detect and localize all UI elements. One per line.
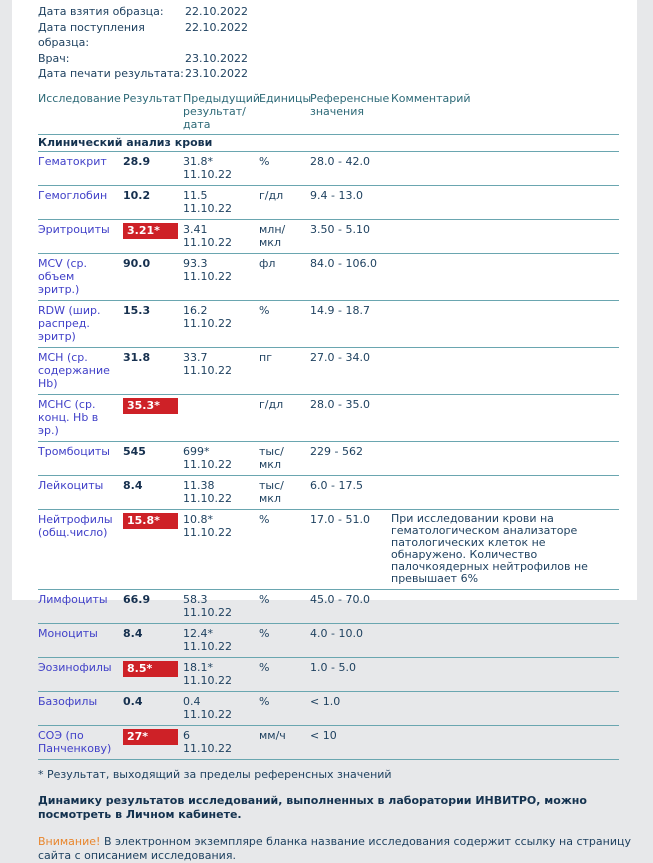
units-cell: % <box>259 512 270 526</box>
table-row <box>38 510 619 590</box>
result-cell <box>123 513 183 585</box>
previous-result-date: 11.10.22 <box>183 707 232 721</box>
dynamics-note: Динамику результатов исследований, выполненных в лаборатории ИНВИТРО, можно посмотреть в Личном кабинете. <box>38 793 587 821</box>
column-header-comment: Комментарий <box>391 91 471 105</box>
units-cell: тыс/мкл <box>259 478 284 505</box>
info-value: 23.10.2022 <box>185 67 248 80</box>
column-header-units: Единицы <box>259 91 312 105</box>
previous-result-value: 10.8* <box>183 512 213 526</box>
result-text: 15.3 <box>123 303 151 317</box>
reference-range-cell: 4.0 - 10.0 <box>310 626 363 640</box>
result-text: 545 <box>123 444 146 458</box>
table-row <box>38 220 619 254</box>
table-row <box>38 476 619 510</box>
previous-result-value: 16.2 <box>183 303 208 317</box>
previous-result-cell <box>183 189 259 215</box>
test-name-link[interactable]: СОЭ (по Панченкову) <box>38 728 112 755</box>
comment-cell <box>391 479 619 505</box>
previous-result-cell <box>183 695 259 721</box>
test-name-link[interactable]: Лейкоциты <box>38 478 104 492</box>
reference-range-cell: 14.9 - 18.7 <box>310 303 370 317</box>
units-cell: % <box>259 694 270 708</box>
column-header-result: Результат <box>123 91 182 105</box>
previous-result-cell <box>183 445 259 471</box>
previous-result-date: 11.10.22 <box>183 457 232 471</box>
test-name-link[interactable]: Гематокрит <box>38 154 107 168</box>
reference-range-cell: 28.0 - 42.0 <box>310 154 370 168</box>
previous-result-cell <box>183 223 259 249</box>
previous-result-date: 11.10.22 <box>183 167 232 181</box>
info-label: Дата печати результата: <box>38 67 184 80</box>
result-cell <box>123 479 183 505</box>
units-cell: % <box>259 660 270 674</box>
info-row <box>38 66 617 82</box>
test-name-link[interactable]: Базофилы <box>38 694 98 708</box>
result-text: 8.4 <box>123 478 143 492</box>
units-cell: % <box>259 592 270 606</box>
previous-result-date: 11.10.22 <box>183 673 232 687</box>
previous-result-date: 11.10.22 <box>183 605 232 619</box>
out-of-range-result-badge: 35.3* <box>123 398 178 414</box>
reference-range-cell: < 10 <box>310 728 337 742</box>
info-row <box>38 51 617 67</box>
result-cell <box>123 661 183 687</box>
reference-range-cell: 6.0 - 17.5 <box>310 478 363 492</box>
attention-note <box>38 835 633 863</box>
comment-cell <box>391 593 619 619</box>
table-row <box>38 624 619 658</box>
reference-range-cell: 3.50 - 5.10 <box>310 222 370 236</box>
result-cell <box>123 627 183 653</box>
units-cell: г/дл <box>259 397 284 411</box>
previous-result-date: 11.10.22 <box>183 316 232 330</box>
result-cell <box>123 729 183 755</box>
previous-result-cell <box>183 155 259 181</box>
column-header-previous: Предыдущий результат/дата <box>183 91 261 131</box>
previous-result-cell <box>183 593 259 619</box>
units-cell: г/дл <box>259 188 284 202</box>
info-label: Дата взятия образца: <box>38 5 164 18</box>
units-cell: млн/мкл <box>259 222 286 249</box>
info-value: 22.10.2022 <box>185 5 248 18</box>
previous-result-date: 11.10.22 <box>183 639 232 653</box>
comment-cell <box>391 351 619 390</box>
table-row <box>38 254 619 301</box>
table-row <box>38 658 619 692</box>
sample-info-block <box>38 4 617 82</box>
info-label: Врач: <box>38 51 70 65</box>
previous-result-value: 3.41 <box>183 222 208 236</box>
comment-cell <box>391 661 619 687</box>
result-cell <box>123 304 183 343</box>
info-row <box>38 20 617 51</box>
comment-cell: При исследовании крови на гематологическом анализаторе патологических клеток не обнаружено. Количество палочкоядерных нейтрофилов не превышает 6% <box>391 511 588 585</box>
test-name-link[interactable]: Нейтрофилы (общ.число) <box>38 512 113 539</box>
table-row <box>38 348 619 395</box>
reference-range-cell: < 1.0 <box>310 694 341 708</box>
test-name-link[interactable]: Эритроциты <box>38 222 110 236</box>
test-name-link[interactable]: Моноциты <box>38 626 98 640</box>
result-cell <box>123 189 183 215</box>
out-of-range-result-badge: 8.5* <box>123 661 178 677</box>
out-of-range-footnote: * Результат, выходящий за пределы референсных значений <box>38 767 392 781</box>
result-cell <box>123 695 183 721</box>
previous-result-cell <box>183 513 259 585</box>
reference-range-cell: 45.0 - 70.0 <box>310 592 370 606</box>
previous-result-date: 11.10.22 <box>183 235 232 249</box>
out-of-range-result-badge: 3.21* <box>123 223 178 239</box>
table-body <box>38 152 617 760</box>
attention-label: Внимание! <box>38 834 101 848</box>
reference-range-cell: 84.0 - 106.0 <box>310 256 377 270</box>
lab-report-page <box>12 0 637 862</box>
comment-cell <box>391 304 619 343</box>
units-cell: % <box>259 303 270 317</box>
previous-result-value: 11.5 <box>183 188 208 202</box>
previous-result-value: 33.7 <box>183 350 208 364</box>
previous-result-date: 11.10.22 <box>183 741 232 755</box>
comment-cell <box>391 729 619 755</box>
test-name-link[interactable]: Эозинофилы <box>38 660 112 674</box>
table-header-row <box>38 92 619 135</box>
comment-cell <box>391 155 619 181</box>
comment-cell <box>391 445 619 471</box>
result-cell <box>123 593 183 619</box>
result-cell <box>123 257 183 296</box>
table-row <box>38 301 619 348</box>
previous-result-date: 11.10.22 <box>183 363 232 377</box>
previous-result-date: 11.10.22 <box>183 525 232 539</box>
table-row <box>38 442 619 476</box>
previous-result-value: 0.4 <box>183 694 201 708</box>
previous-result-date: 11.10.22 <box>183 201 232 215</box>
test-name-link[interactable]: RDW (шир. распред. эритр) <box>38 303 101 343</box>
test-name-link[interactable]: Тромбоциты <box>38 444 110 458</box>
previous-result-cell <box>183 351 259 390</box>
units-cell: % <box>259 626 270 640</box>
reference-range-cell: 28.0 - 35.0 <box>310 397 370 411</box>
previous-result-value: 11.38 <box>183 478 215 492</box>
previous-result-value: 58.3 <box>183 592 208 606</box>
comment-cell <box>391 398 619 437</box>
info-value: 23.10.2022 <box>185 51 248 65</box>
previous-result-value: 18.1* <box>183 660 213 674</box>
table-row <box>38 186 619 220</box>
result-cell <box>123 398 183 437</box>
comment-cell <box>391 627 619 653</box>
column-header-test: Исследование <box>38 91 121 105</box>
reference-range-cell: 17.0 - 51.0 <box>310 512 370 526</box>
previous-result-date: 11.10.22 <box>183 491 232 505</box>
previous-result-value: 6 <box>183 728 190 742</box>
previous-result-value: 699* <box>183 444 210 458</box>
table-row <box>38 395 619 442</box>
previous-result-cell <box>183 627 259 653</box>
comment-cell <box>391 223 619 249</box>
previous-result-value: 93.3 <box>183 256 208 270</box>
comment-cell <box>391 257 619 296</box>
result-cell <box>123 445 183 471</box>
table-row <box>38 692 619 726</box>
reference-range-cell: 27.0 - 34.0 <box>310 350 370 364</box>
reference-range-cell: 9.4 - 13.0 <box>310 188 363 202</box>
test-name-link[interactable]: MCV (ср. объем эритр.) <box>38 256 88 296</box>
out-of-range-result-badge: 27* <box>123 729 178 745</box>
previous-result-cell <box>183 398 259 437</box>
previous-result-cell <box>183 257 259 296</box>
previous-result-date: 11.10.22 <box>183 269 232 283</box>
result-text: 31.8 <box>123 350 151 364</box>
result-text: 90.0 <box>123 256 151 270</box>
info-label: Дата поступления образца: <box>38 20 145 49</box>
units-cell: фл <box>259 256 276 270</box>
units-cell: мм/ч <box>259 728 286 742</box>
info-value: 22.10.2022 <box>185 20 248 34</box>
result-cell <box>123 223 183 249</box>
test-name-link[interactable]: MCHC (ср. конц. Hb в эр.) <box>38 397 99 437</box>
result-text: 8.4 <box>123 626 143 640</box>
previous-result-cell <box>183 479 259 505</box>
table-row <box>38 726 619 760</box>
result-text: 66.9 <box>123 592 151 606</box>
out-of-range-result-badge: 15.8* <box>123 513 178 529</box>
table-row <box>38 590 619 624</box>
table-row <box>38 152 619 186</box>
results-table <box>38 92 617 760</box>
result-cell <box>123 155 183 181</box>
comment-cell <box>391 695 619 721</box>
previous-result-value: 12.4* <box>183 626 213 640</box>
units-cell: % <box>259 154 270 168</box>
reference-range-cell: 1.0 - 5.0 <box>310 660 356 674</box>
result-text: 28.9 <box>123 154 151 168</box>
result-cell <box>123 351 183 390</box>
previous-result-value: 31.8* <box>183 154 213 168</box>
info-row <box>38 4 617 20</box>
result-text: 0.4 <box>123 694 143 708</box>
test-name-link[interactable]: MCH (ср. содержание Hb) <box>38 350 110 390</box>
previous-result-cell <box>183 661 259 687</box>
test-name-link[interactable]: Гемоглобин <box>38 188 108 202</box>
column-header-reference: Референсные значения <box>310 91 390 118</box>
comment-cell <box>391 189 619 215</box>
test-name-link[interactable]: Лимфоциты <box>38 592 108 606</box>
previous-result-cell <box>183 729 259 755</box>
units-cell: тыс/мкл <box>259 444 284 471</box>
previous-result-cell <box>183 304 259 343</box>
reference-range-cell: 229 - 562 <box>310 444 363 458</box>
section-title: Клинический анализ крови <box>38 135 619 152</box>
result-text: 10.2 <box>123 188 151 202</box>
units-cell: пг <box>259 350 272 364</box>
attention-text: В электронном экземпляре бланка название исследования содержит ссылку на страницу сайта с описанием исследования. <box>38 834 631 862</box>
